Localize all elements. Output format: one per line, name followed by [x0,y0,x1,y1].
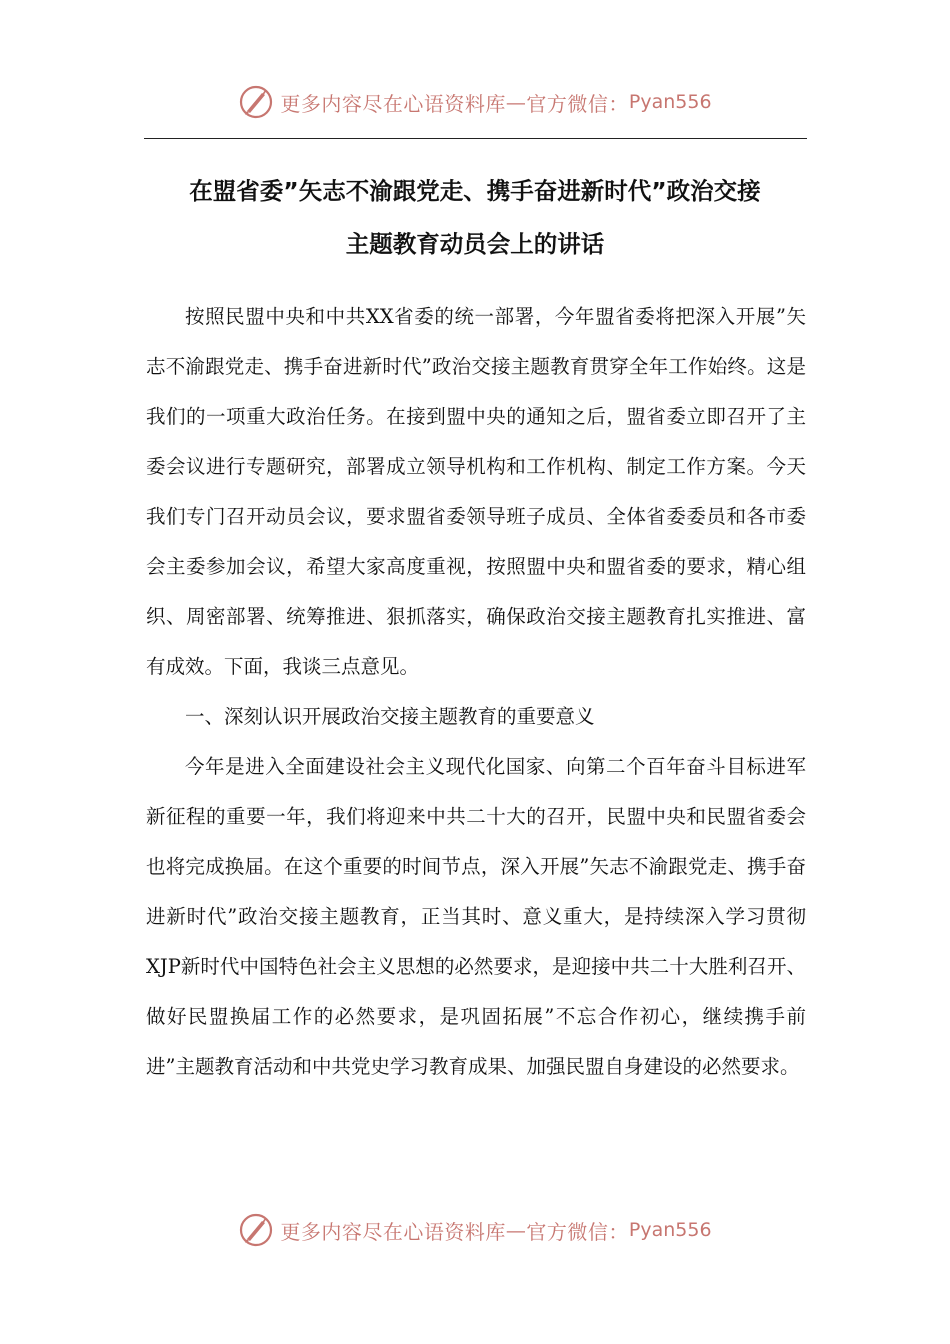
wechat-label: 官方微信： [526,91,629,116]
wechat-label: 官方微信： [526,1219,629,1244]
quill-pen-logo-icon [238,84,274,120]
quill-pen-logo-icon [238,1212,274,1248]
paragraph: 按照民盟中央和中共XX省委的统一部署，今年盟省委将把深入开展”矢志不渝跟党走、携手奋进新时代”政治交接主题教育贯穿全年工作始终。这是我们的一项重大政治任务。在接到盟中央的通知之后，盟省委立即召开了主委会议进行专题研究，部署成立领导机构和工作机构、制定工作方案。今天我们专门召开动员会议，要求盟省委领导班子成员、全体省委委员和各市委会主委参加会议，希望大家高度重视，按照盟中央和盟省委的要求，精心组织、周密部署、统筹推进、狠抓落实，确保政治交接主题教育扎实推进、富有成效。下面，我谈三点意见。 [146,305,806,678]
banner-separator: — [505,1218,527,1242]
footer-banner [0,1210,950,1250]
wechat-id: Pyan556 [628,1219,712,1241]
site-text: 更多内容尽在心语资料库 [280,91,506,116]
document-body [146,292,806,1092]
document-title-line-1: 在盟省委”矢志不渝跟党走、携手奋进新时代”政治交接 [189,177,761,205]
header-banner [0,82,950,122]
document-title-line-2: 主题教育动员会上的讲话 [345,230,605,258]
paragraph: 今年是进入全面建设社会主义现代化国家、向第二个百年奋斗目标进军新征程的重要一年，我们将迎来中共二十大的召开，民盟中央和民盟省委会也将完成换届。在这个重要的时间节点，深入开展”矢志不渝跟党走、携手奋进新时代”政治交接主题教育，正当其时、意义重大，是持续深入学习贯彻XJP新时代中国特色社会主义思想的必然要求，是迎接中共二十大胜利召开、做好民盟换届工作的必然要求，是巩固拓展”不忘合作初心，继续携手前进”主题教育活动和中共党史学习教育成果、加强民盟自身建设的必然要求。 [146,755,806,1078]
header-divider [144,138,807,139]
section-heading: 一、深刻认识开展政治交接主题教育的重要意义 [185,705,595,728]
wechat-id: Pyan556 [628,91,712,113]
site-text: 更多内容尽在心语资料库 [280,1219,506,1244]
banner-separator: — [505,90,527,114]
